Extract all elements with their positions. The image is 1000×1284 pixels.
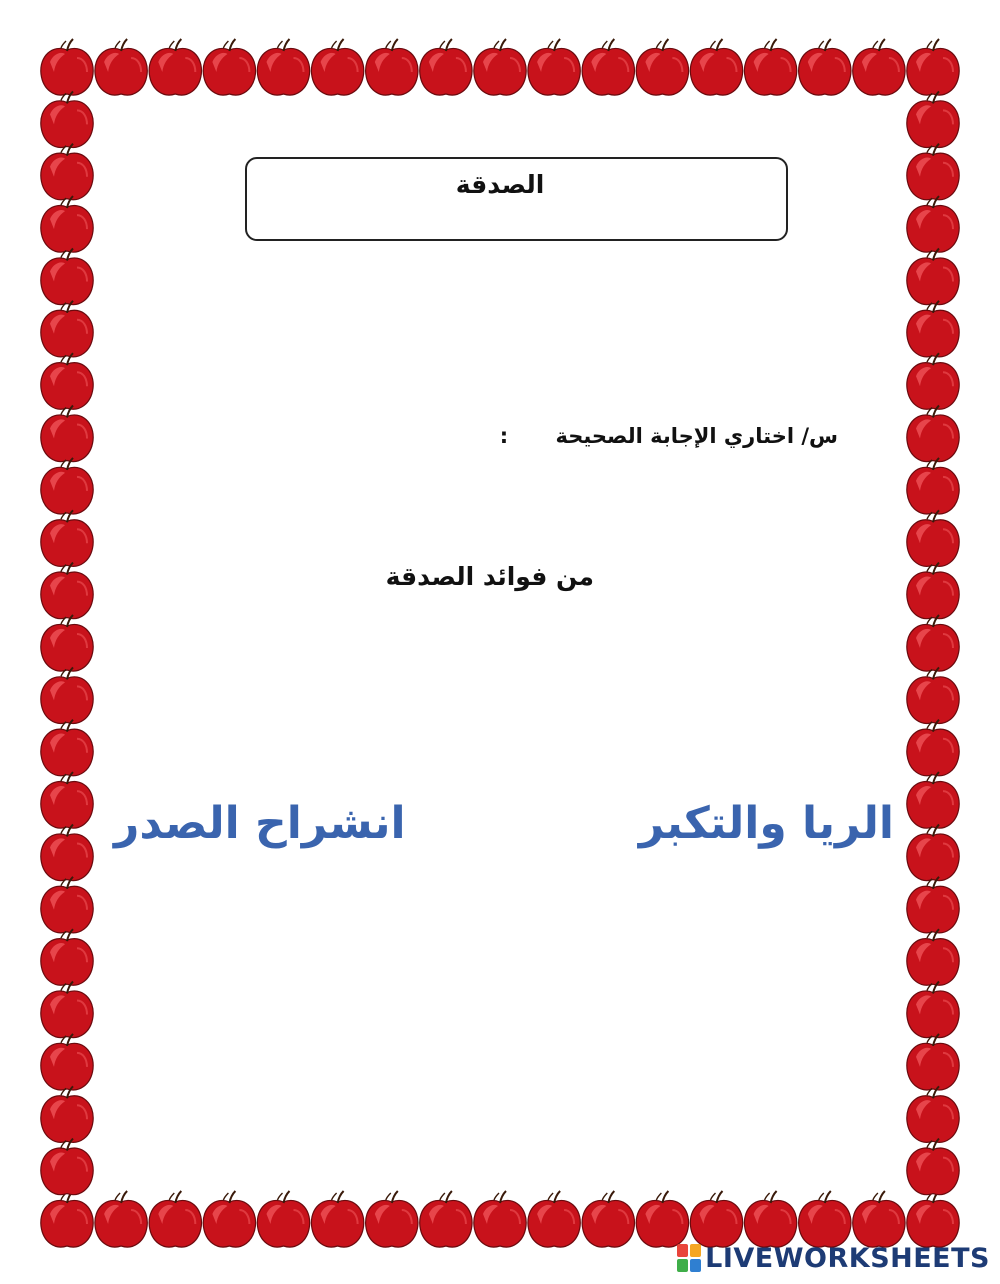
- apple-icon: [582, 1191, 634, 1247]
- apple-icon: [907, 615, 959, 671]
- apple-icon: [41, 772, 93, 828]
- apple-icon: [636, 39, 688, 95]
- apple-icon: [907, 667, 959, 723]
- apple-icon: [41, 406, 93, 462]
- liveworksheets-logo[interactable]: [677, 1240, 990, 1276]
- apple-icon: [366, 39, 418, 95]
- apple-icon: [41, 1086, 93, 1142]
- question-text: س/ اختاري الإجابة الصحيحة: [555, 424, 838, 448]
- worksheet-title: الصدقة: [455, 170, 545, 199]
- apple-icon: [311, 39, 363, 95]
- apple-icon: [744, 1191, 796, 1247]
- apple-icon: [41, 91, 93, 147]
- apple-icon: [907, 772, 959, 828]
- apple-icon: [907, 1086, 959, 1142]
- apple-icon: [95, 1191, 147, 1247]
- apple-icon: [41, 615, 93, 671]
- apple-icon: [690, 1191, 742, 1247]
- apple-icon: [41, 301, 93, 357]
- apple-icon: [257, 39, 309, 95]
- apple-icon: [907, 249, 959, 305]
- apple-icon: [257, 1191, 309, 1247]
- apple-icon: [41, 877, 93, 933]
- apple-icon: [41, 1034, 93, 1090]
- apple-icon: [907, 982, 959, 1038]
- apple-icon: [907, 720, 959, 776]
- apple-icon: [582, 39, 634, 95]
- brand-name: LIVEWORKSHEETS: [705, 1242, 990, 1274]
- apple-icon: [907, 353, 959, 409]
- apple-icon: [528, 1191, 580, 1247]
- apple-icon: [41, 39, 93, 95]
- question-instruction: [500, 424, 838, 448]
- question-colon: :: [499, 424, 509, 448]
- apple-icon: [907, 406, 959, 462]
- apple-icon: [907, 929, 959, 985]
- apple-icon: [41, 825, 93, 881]
- apple-icon: [690, 39, 742, 95]
- apple-icon: [203, 1191, 255, 1247]
- apple-icon: [907, 510, 959, 566]
- apple-icon: [149, 39, 201, 95]
- apple-icon: [907, 1034, 959, 1090]
- apple-icon: [41, 667, 93, 723]
- liveworksheets-mark-icon: [677, 1244, 701, 1272]
- apple-icon: [41, 563, 93, 619]
- apple-icon: [744, 39, 796, 95]
- apple-icon: [366, 1191, 418, 1247]
- apple-icon: [907, 877, 959, 933]
- apple-icon: [799, 1191, 851, 1247]
- apple-icon: [853, 1191, 905, 1247]
- apple-icon: [420, 39, 472, 95]
- apple-icon: [907, 301, 959, 357]
- apple-icon: [907, 39, 959, 95]
- answer-choice-1[interactable]: الريا والتكبر: [638, 798, 894, 849]
- apple-icon: [41, 510, 93, 566]
- apple-icon: [41, 353, 93, 409]
- question-prompt: من فوائد الصدقة: [385, 562, 594, 591]
- apple-icon: [907, 563, 959, 619]
- apple-icon: [474, 1191, 526, 1247]
- answer-choice-2[interactable]: انشراح الصدر: [114, 798, 406, 849]
- apple-icon: [474, 39, 526, 95]
- apple-icon: [41, 458, 93, 514]
- apple-icon: [41, 196, 93, 252]
- apple-icon: [853, 39, 905, 95]
- apple-icon: [907, 1191, 959, 1247]
- apple-icon: [420, 1191, 472, 1247]
- apple-icon: [636, 1191, 688, 1247]
- apple-icon: [799, 39, 851, 95]
- apple-icon: [907, 1139, 959, 1195]
- apple-icon: [41, 720, 93, 776]
- apple-icon: [41, 1139, 93, 1195]
- apple-icon: [907, 196, 959, 252]
- apple-icon: [41, 982, 93, 1038]
- apple-icon: [311, 1191, 363, 1247]
- apple-icon: [528, 39, 580, 95]
- apple-icon: [203, 39, 255, 95]
- apple-icon: [907, 91, 959, 147]
- apple-icon: [149, 1191, 201, 1247]
- apple-icon: [41, 1191, 93, 1247]
- apple-icon: [907, 825, 959, 881]
- apple-icon: [41, 249, 93, 305]
- apple-icon: [95, 39, 147, 95]
- apple-icon: [41, 929, 93, 985]
- apple-icon: [907, 458, 959, 514]
